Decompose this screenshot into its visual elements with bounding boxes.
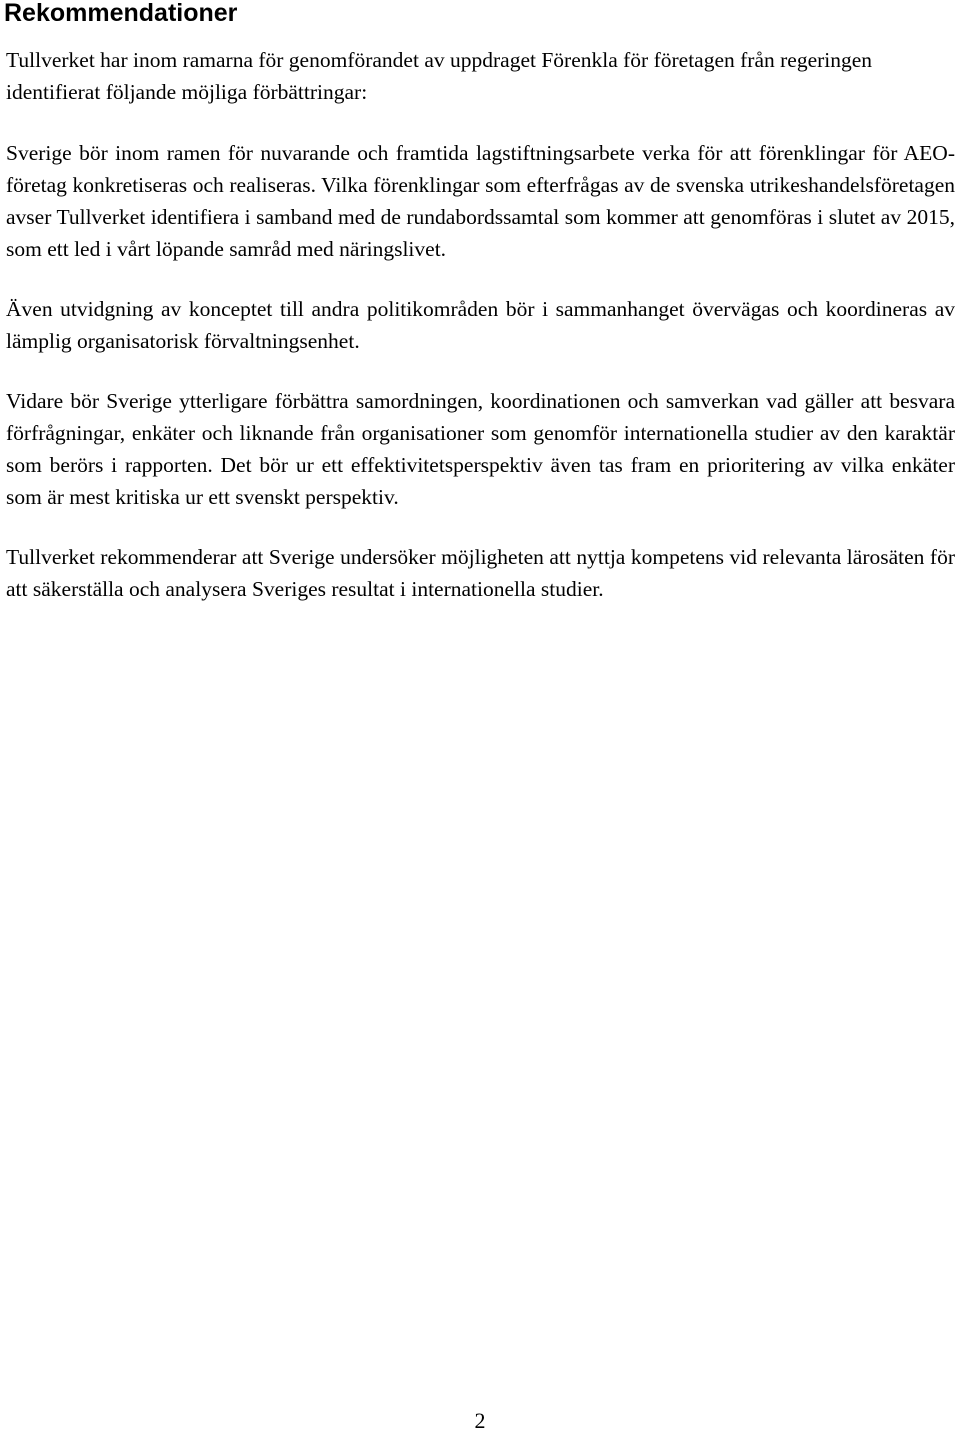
- body-text: [6, 44, 955, 633]
- paragraph-coordination: Vidare bör Sverige ytterligare förbättra samordningen, koordinationen och samverkan vad gäller att besvara förfrågningar, enkäter och liknande från organisationer som genomför internationella studier av den karaktär som berörs i rapporten. Det bör ur ett effektivitetsperspektiv även tas fram en prioritering av vilka enkäter som är mest kritiska ur ett svenskt perspektiv.: [6, 389, 955, 509]
- paragraph-aeo-simplifications: Sverige bör inom ramen för nuvarande och framtida lagstiftningsarbete verka för att förenklingar för AEO-företag konkretiseras och realiseras. Vilka förenklingar som efterfrågas av de svenska utrikeshandelsföretagen avser Tullverket identifiera i samband med de rundabordssamtal som kommer att genomföras i slutet av 2015, som ett led i vårt löpande samråd med näringslivet.: [6, 141, 955, 261]
- paragraph-policy-extension: Även utvidgning av konceptet till andra politikområden bör i sammanhanget övervägas och koordineras av lämplig organisatorisk förvaltningsenhet.: [6, 297, 955, 353]
- page-number: 2: [474, 1408, 486, 1433]
- paragraph-competence: Tullverket rekommenderar att Sverige undersöker möjligheten att nyttja kompetens vid relevanta lärosäten för att säkerställa och analysera Sveriges resultat i internationella studier.: [6, 545, 955, 601]
- section-heading: Rekommendationer: [4, 0, 238, 27]
- paragraph-intro: Tullverket har inom ramarna för genomförandet av uppdraget Förenkla för företagen från regeringen identifierat följande möjliga förbättringar:: [6, 48, 873, 104]
